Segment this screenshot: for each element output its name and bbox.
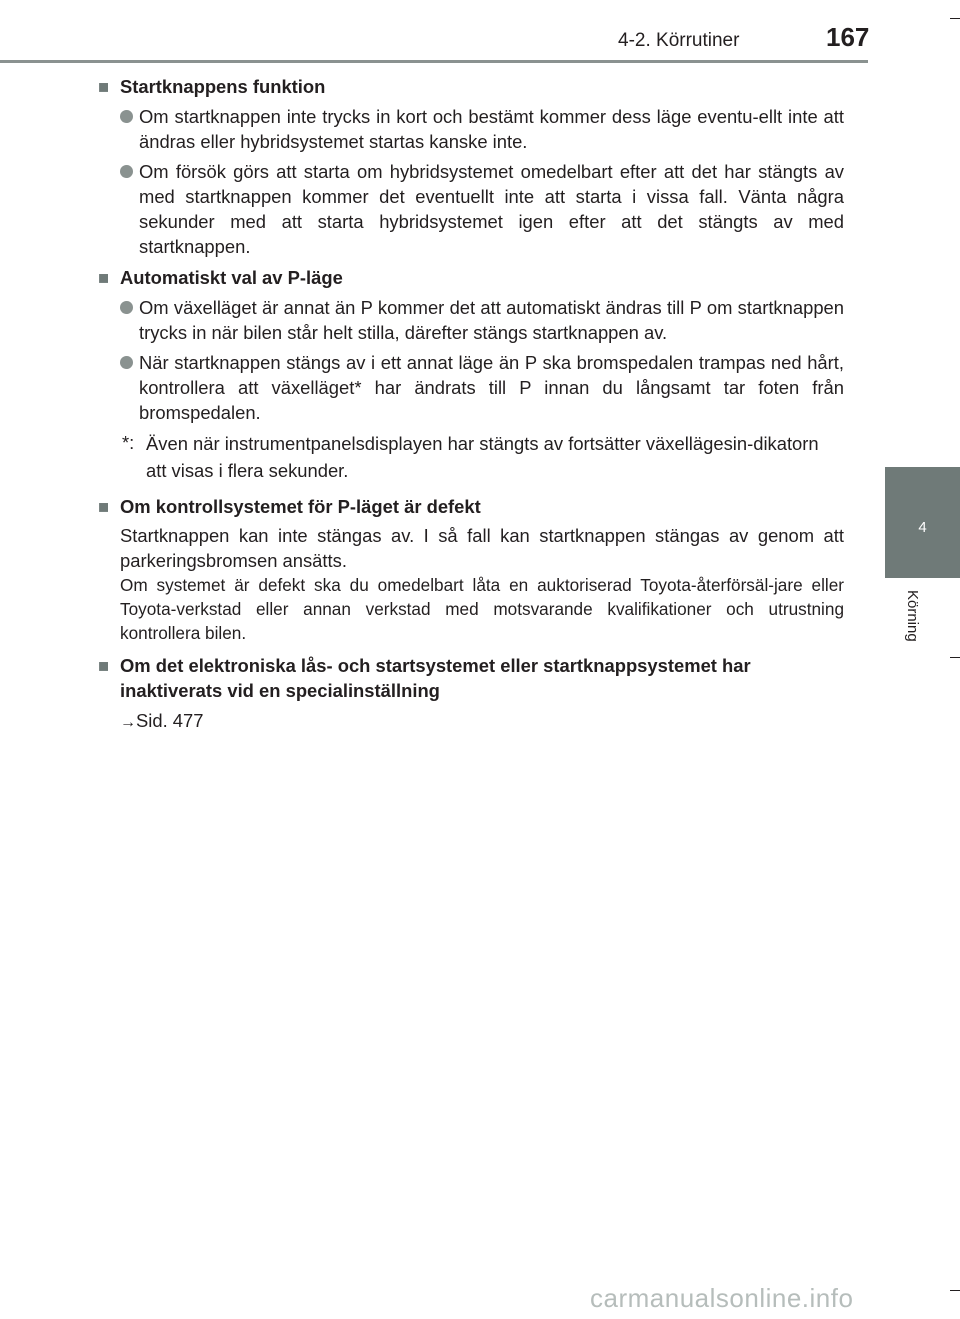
bullet-item [98,295,844,345]
bullet-item [98,350,844,425]
crop-mark [950,1290,960,1291]
header-section-title: 4-2. Körrutiner [618,30,740,51]
heading-marker-icon: ■ [98,76,110,97]
footnote-text: Även när instrumentpanelsdisplayen har stängts av fortsätter växellägesin-dikatorn att visas i flera sekunder. [146,433,819,481]
paragraph: Startknappen kan inte stängas av. I så fall kan startknappen stängas av genom att parkeringsbromsen ansätts. [120,525,844,571]
heading-text: Om kontrollsystemet för P-läget är defekt [120,496,481,517]
bullet-item [98,159,844,259]
page-reference-text[interactable]: Sid. 477 [136,710,204,731]
bullet-text: Om försök görs att starta om hybridsystemet omedelbart efter att det har stängts av med startknappen kommer det eventuellt inte att starta i vissa fall. Vänta några sekunder med att starta hybridsystemet igen efter att det stängts av med startknappen. [139,161,844,257]
page-content [98,74,844,735]
section-heading [98,74,844,99]
header-rule [0,60,868,63]
section-heading [98,265,844,290]
footnote [98,430,844,484]
crop-mark [950,18,960,19]
paragraph: Om systemet är defekt ska du omedelbart låta en auktoriserad Toyota-återförsäl-jare eller Toyota-verkstad eller annan verkstad med motsvarande kvalifikationer och utrustning kontrollera bilen. [120,575,844,643]
bullet-item [98,104,844,154]
page-reference[interactable] [98,708,844,735]
section-heading [98,494,844,519]
bullet-dot-icon [120,356,133,369]
heading-marker-icon: ■ [98,655,110,676]
arrow-right-icon: → [120,714,136,731]
heading-marker-icon: ■ [98,496,110,517]
bullet-text: Om startknappen inte trycks in kort och bestämt kommer dess läge eventu-ellt inte att ändras eller hybridsystemet startas kanske inte. [139,106,844,152]
chapter-label: Körning [904,590,921,642]
section-heading [98,653,844,703]
heading-text: Om det elektroniska lås- och startsystemet eller startknappsystemet har inaktiverats vid en specialinställning [120,655,751,701]
bullet-text: Om växelläget är annat än P kommer det att automatiskt ändras till P om startknappen trycks in när bilen står helt stilla, därefter stängs startknappen av. [139,297,844,343]
heading-text: Automatiskt val av P-läge [120,267,343,288]
chapter-number: 4 [918,519,927,536]
bullet-dot-icon [120,165,133,178]
bullet-dot-icon [120,301,133,314]
page-number: 167 [826,22,870,52]
bullet-text: När startknappen stängs av i ett annat läge än P ska bromspedalen trampas ned hårt, kontrollera att växelläget* har ändrats till P innan du långsamt tar foten från bromspedalen. [139,352,844,423]
footnote-mark: *: [122,432,135,453]
watermark: carmanualsonline.info [590,1283,854,1313]
crop-mark [950,657,960,658]
heading-text: Startknappens funktion [120,76,326,97]
bullet-dot-icon [120,110,133,123]
heading-marker-icon: ■ [98,267,110,288]
chapter-tab [885,467,960,578]
